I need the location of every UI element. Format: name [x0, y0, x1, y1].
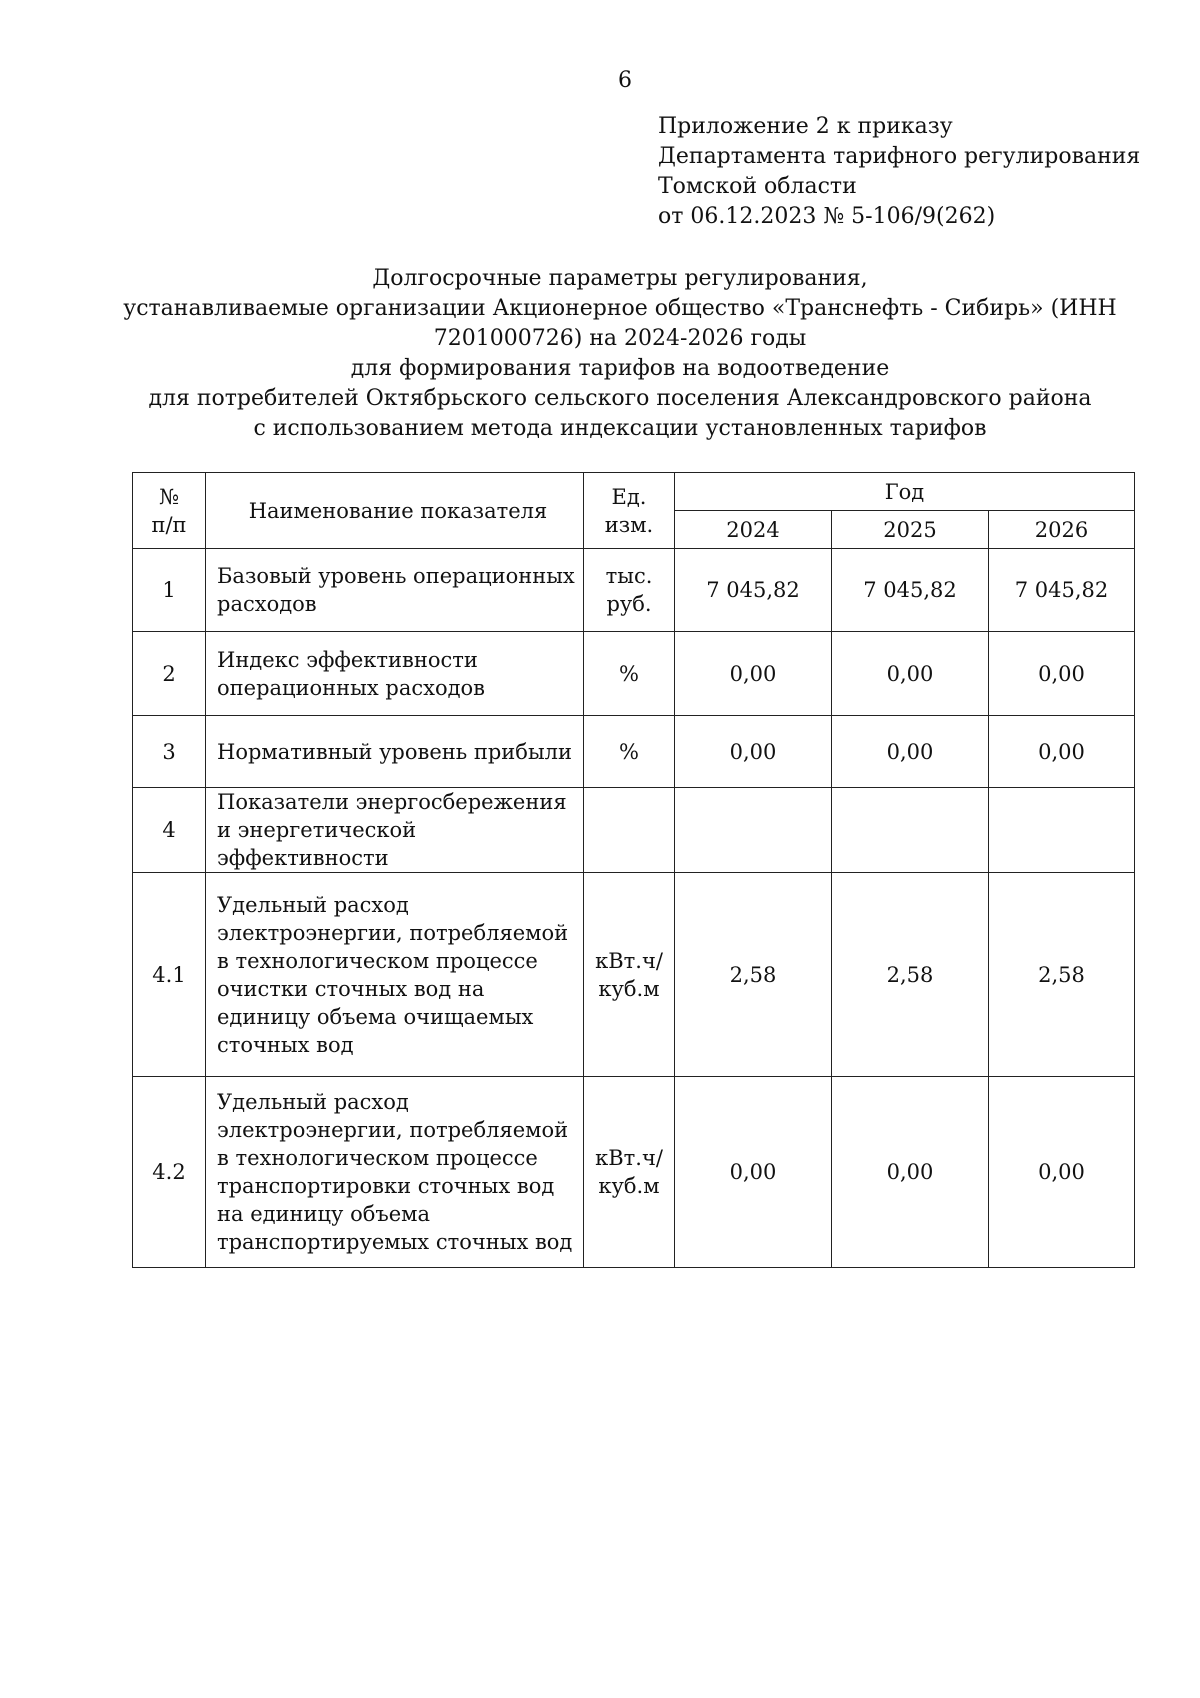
row-unit — [584, 873, 675, 1077]
row-value-2026: 7 045,82 — [989, 549, 1135, 632]
header-number-line: № — [159, 484, 179, 509]
row-name: Базовый уровень операционных расходов — [206, 549, 584, 632]
row-value-2025: 7 045,82 — [832, 549, 989, 632]
header-name: Наименование показателя — [206, 473, 584, 549]
row-name: Показатели энергосбережения и энергетической эффективности — [206, 788, 584, 873]
row-value-2026: 0,00 — [989, 716, 1135, 788]
row-value-2026 — [989, 788, 1135, 873]
row-unit-line: кВт.ч/ — [595, 948, 663, 973]
row-unit — [584, 1077, 675, 1268]
row-value-2024: 2,58 — [675, 873, 832, 1077]
title-line: для потребителей Октябрьского сельского поселения Александровского района — [148, 386, 1092, 411]
row-value-2025: 0,00 — [832, 1077, 989, 1268]
page-number: 6 — [618, 68, 632, 93]
title-line: устанавливаемые организации Акционерное общество «Транснефть - Сибирь» (ИНН — [123, 296, 1117, 321]
table-row — [133, 549, 1135, 632]
row-unit-line: куб.м — [598, 1174, 660, 1198]
row-number: 4.2 — [133, 1077, 206, 1268]
header-year: 2024 — [675, 511, 832, 549]
row-value-2024: 0,00 — [675, 716, 832, 788]
table-row — [133, 632, 1135, 716]
document-title — [120, 264, 1120, 444]
row-value-2024: 0,00 — [675, 1077, 832, 1268]
appendix-line: Томской области — [658, 174, 857, 199]
parameters-table — [132, 472, 1135, 1268]
appendix-line: Приложение 2 к приказу — [658, 114, 953, 139]
appendix-reference — [658, 112, 1140, 232]
row-unit — [584, 788, 675, 873]
header-unit-line: Ед. — [611, 484, 647, 509]
title-line: с использованием метода индексации установленных тарифов — [253, 416, 987, 441]
row-unit-line: куб.м — [598, 976, 660, 1001]
row-value-2025: 2,58 — [832, 873, 989, 1077]
row-name: Нормативный уровень прибыли — [206, 716, 584, 788]
table-row — [133, 716, 1135, 788]
header-year: 2025 — [832, 511, 989, 549]
table-row — [133, 788, 1135, 873]
header-number — [133, 473, 206, 549]
header-number-line: п/п — [151, 512, 187, 537]
row-number: 2 — [133, 632, 206, 716]
row-value-2026: 0,00 — [989, 1077, 1135, 1268]
row-unit: % — [584, 716, 675, 788]
row-value-2026: 2,58 — [989, 873, 1135, 1077]
title-line: Долгосрочные параметры регулирования, — [372, 266, 868, 291]
row-value-2026: 0,00 — [989, 632, 1135, 716]
table-header-row — [133, 473, 1135, 511]
row-unit-line: тыс. — [605, 564, 653, 588]
header-year-group: Год — [675, 473, 1135, 511]
row-unit — [584, 549, 675, 632]
row-value-2024: 0,00 — [675, 632, 832, 716]
appendix-line: от 06.12.2023 № 5-106/9(262) — [658, 204, 996, 229]
title-line: 7201000726) на 2024-2026 годы — [433, 326, 807, 351]
row-value-2025: 0,00 — [832, 716, 989, 788]
row-name: Удельный расход электроэнергии, потребляемой в технологическом процессе очистки сточных вод на единицу объема очищаемых сточных вод — [206, 873, 584, 1077]
row-unit: % — [584, 632, 675, 716]
row-number: 4.1 — [133, 873, 206, 1077]
row-value-2025: 0,00 — [832, 632, 989, 716]
row-number: 4 — [133, 788, 206, 873]
title-line: для формирования тарифов на водоотведение — [350, 356, 890, 381]
header-year: 2026 — [989, 511, 1135, 549]
row-number: 1 — [133, 549, 206, 632]
row-name: Удельный расход электроэнергии, потребляемой в технологическом процессе транспортировки сточных вод на единицу объема транспортируемых сточных вод — [206, 1077, 584, 1268]
table-row — [133, 1077, 1135, 1268]
header-unit-line: изм. — [604, 512, 654, 537]
row-unit-line: кВт.ч/ — [595, 1146, 663, 1170]
row-value-2024: 7 045,82 — [675, 549, 832, 632]
row-number: 3 — [133, 716, 206, 788]
appendix-line: Департамента тарифного регулирования — [658, 144, 1141, 169]
table-row — [133, 873, 1135, 1077]
header-unit — [584, 473, 675, 549]
row-name: Индекс эффективности операционных расходов — [206, 632, 584, 716]
row-value-2024 — [675, 788, 832, 873]
row-unit-line: руб. — [606, 592, 652, 616]
row-value-2025 — [832, 788, 989, 873]
